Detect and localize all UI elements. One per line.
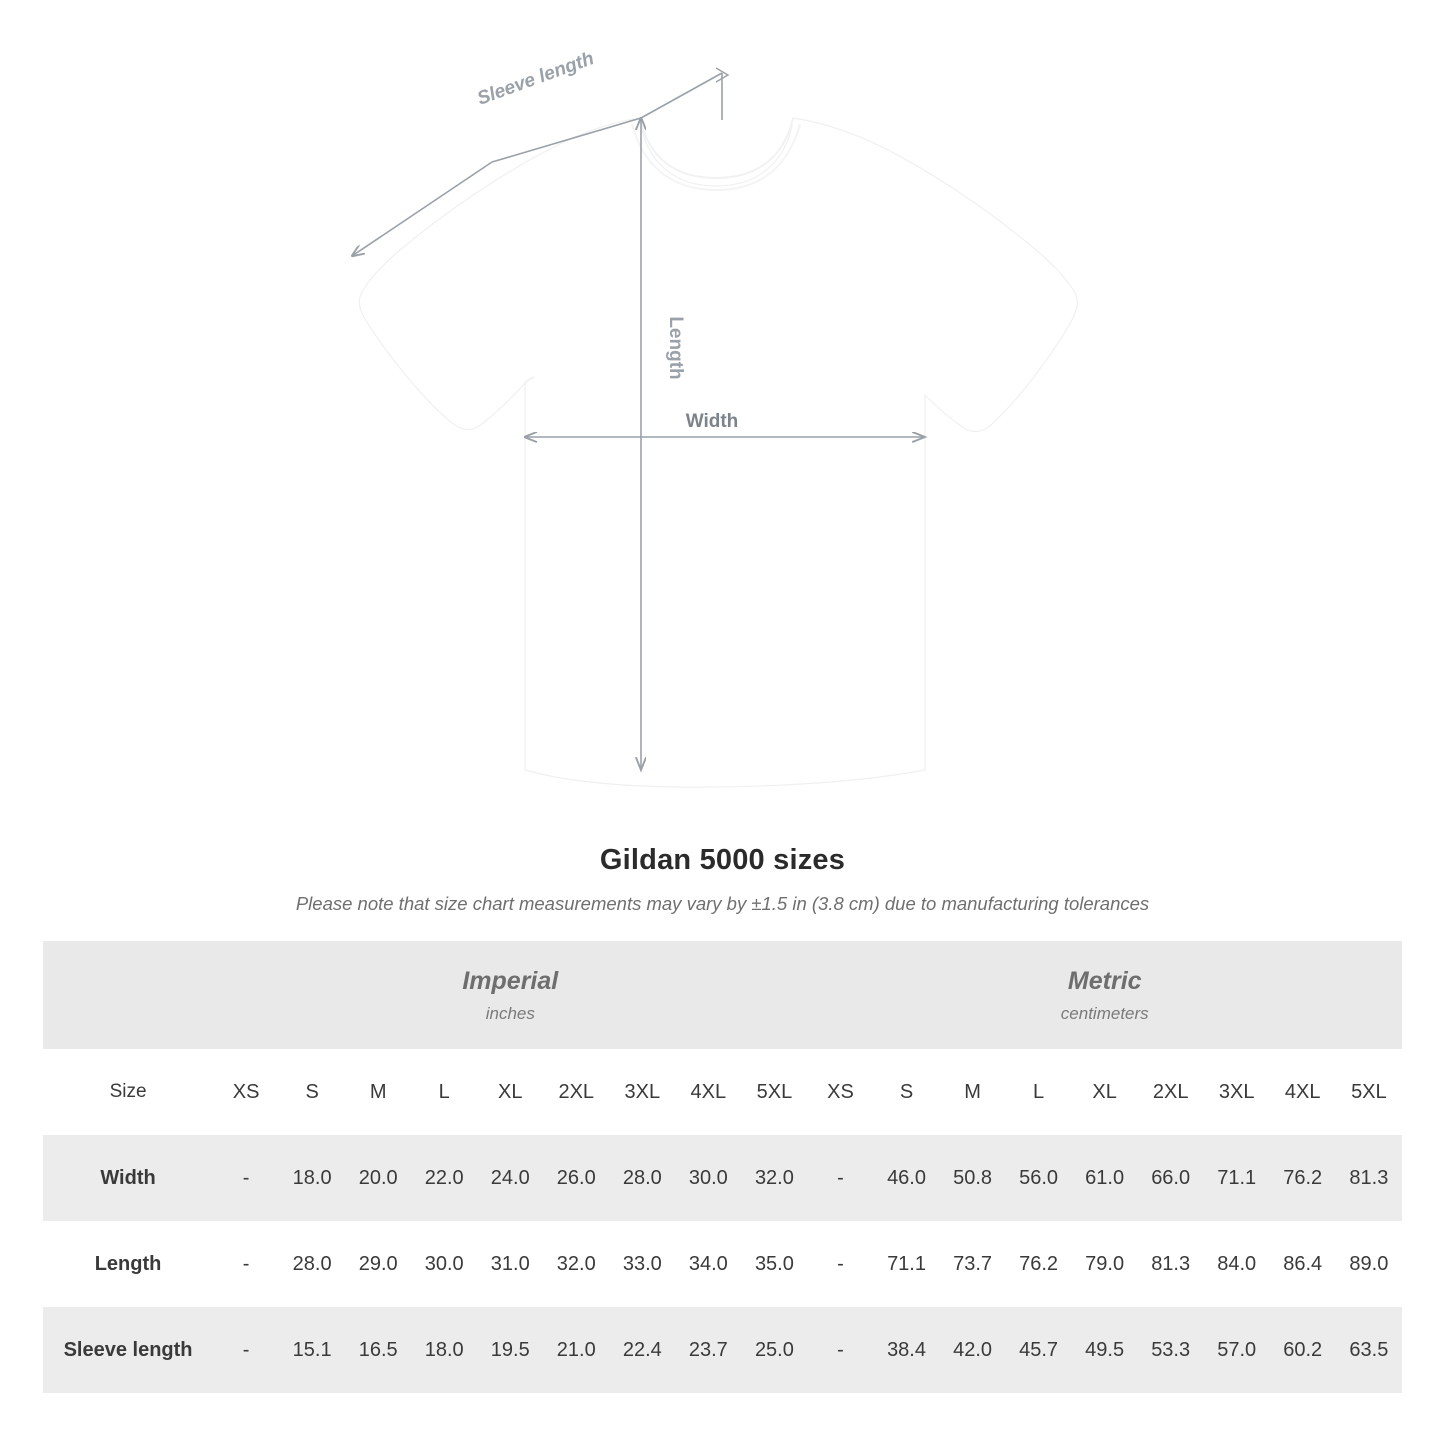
cell: - [213, 1307, 279, 1393]
title-block [0, 844, 1445, 915]
cell: 49.5 [1072, 1307, 1138, 1393]
width-label: Width [685, 411, 739, 432]
unit-header-row [43, 941, 1402, 1049]
cell: 76.2 [1270, 1135, 1336, 1221]
cell: 81.3 [1138, 1221, 1204, 1307]
cell: 19.5 [477, 1307, 543, 1393]
sleeve-length-label: Sleeve length [474, 48, 597, 110]
cell: 79.0 [1072, 1221, 1138, 1307]
header-imperial-4xl: 4XL [675, 1049, 741, 1135]
header-metric-3xl: 3XL [1204, 1049, 1270, 1135]
cell: 57.0 [1204, 1307, 1270, 1393]
cell: 29.0 [345, 1221, 411, 1307]
header-imperial-2xl: 2XL [543, 1049, 609, 1135]
row-label-length: Length [43, 1221, 213, 1307]
cell: - [807, 1221, 873, 1307]
cell: 63.5 [1336, 1307, 1402, 1393]
cell: 21.0 [543, 1307, 609, 1393]
cell: 66.0 [1138, 1135, 1204, 1221]
tolerance-note: Please note that size chart measurements may vary by ±1.5 in (3.8 cm) due to manufacturing tolerances [295, 893, 1150, 914]
header-metric-xs: XS [807, 1049, 873, 1135]
cell: 22.4 [609, 1307, 675, 1393]
unit-header-imperial [213, 941, 807, 1049]
row-label-sleeve-length: Sleeve length [43, 1307, 213, 1393]
cell: 45.7 [1006, 1307, 1072, 1393]
header-imperial-3xl: 3XL [609, 1049, 675, 1135]
cell: 61.0 [1072, 1135, 1138, 1221]
cell: 89.0 [1336, 1221, 1402, 1307]
cell: 71.1 [874, 1221, 940, 1307]
header-metric-m: M [940, 1049, 1006, 1135]
cell: 73.7 [940, 1221, 1006, 1307]
cell: 84.0 [1204, 1221, 1270, 1307]
table-row [43, 1307, 1402, 1393]
row-label-width: Width [43, 1135, 213, 1221]
unit-name-imperial: Imperial [462, 967, 559, 996]
header-metric-xl: XL [1072, 1049, 1138, 1135]
cell: - [807, 1135, 873, 1221]
unit-sub-imperial: inches [485, 1003, 535, 1023]
cell: - [213, 1135, 279, 1221]
header-size-label: Size [43, 1049, 213, 1135]
header-metric-4xl: 4XL [1270, 1049, 1336, 1135]
cell: - [213, 1221, 279, 1307]
cell: 76.2 [1006, 1221, 1072, 1307]
header-imperial-m: M [345, 1049, 411, 1135]
unit-name-metric: Metric [1067, 967, 1142, 996]
cell: 18.0 [279, 1135, 345, 1221]
cell: 25.0 [741, 1307, 807, 1393]
table-row [43, 1135, 1402, 1221]
cell: 15.1 [279, 1307, 345, 1393]
cell: 30.0 [411, 1221, 477, 1307]
unit-header-spacer [43, 941, 213, 1049]
cell: 23.7 [675, 1307, 741, 1393]
header-metric-s: S [874, 1049, 940, 1135]
header-metric-2xl: 2XL [1138, 1049, 1204, 1135]
header-imperial-l: L [411, 1049, 477, 1135]
cell: 20.0 [345, 1135, 411, 1221]
header-imperial-xl: XL [477, 1049, 543, 1135]
header-imperial-5xl: 5XL [741, 1049, 807, 1135]
cell: 16.5 [345, 1307, 411, 1393]
cell: 32.0 [543, 1221, 609, 1307]
size-table [43, 941, 1402, 1393]
size-header-row [43, 1049, 1402, 1135]
unit-sub-metric: centimeters [1060, 1003, 1149, 1023]
header-imperial-xs: XS [213, 1049, 279, 1135]
cell: 22.0 [411, 1135, 477, 1221]
cell: 32.0 [741, 1135, 807, 1221]
cell: 60.2 [1270, 1307, 1336, 1393]
cell: 34.0 [675, 1221, 741, 1307]
cell: 38.4 [874, 1307, 940, 1393]
cell: 81.3 [1336, 1135, 1402, 1221]
cell: 33.0 [609, 1221, 675, 1307]
cell: 56.0 [1006, 1135, 1072, 1221]
cell: 42.0 [940, 1307, 1006, 1393]
header-metric-l: L [1006, 1049, 1072, 1135]
table-row [43, 1221, 1402, 1307]
cell: 18.0 [411, 1307, 477, 1393]
header-metric-5xl: 5XL [1336, 1049, 1402, 1135]
cell: 71.1 [1204, 1135, 1270, 1221]
cell: 50.8 [940, 1135, 1006, 1221]
cell: 26.0 [543, 1135, 609, 1221]
cell: 24.0 [477, 1135, 543, 1221]
cell: 28.0 [279, 1221, 345, 1307]
cell: 53.3 [1138, 1307, 1204, 1393]
page-title: Gildan 5000 sizes [599, 844, 846, 876]
cell: 31.0 [477, 1221, 543, 1307]
cell: 86.4 [1270, 1221, 1336, 1307]
cell: 35.0 [741, 1221, 807, 1307]
size-table-wrap [43, 941, 1402, 1393]
cell: 30.0 [675, 1135, 741, 1221]
cell: - [807, 1307, 873, 1393]
unit-header-metric [807, 941, 1402, 1049]
tshirt-shape [359, 118, 1077, 787]
cell: 46.0 [874, 1135, 940, 1221]
header-imperial-s: S [279, 1049, 345, 1135]
cell: 28.0 [609, 1135, 675, 1221]
length-label: Length [665, 316, 686, 380]
